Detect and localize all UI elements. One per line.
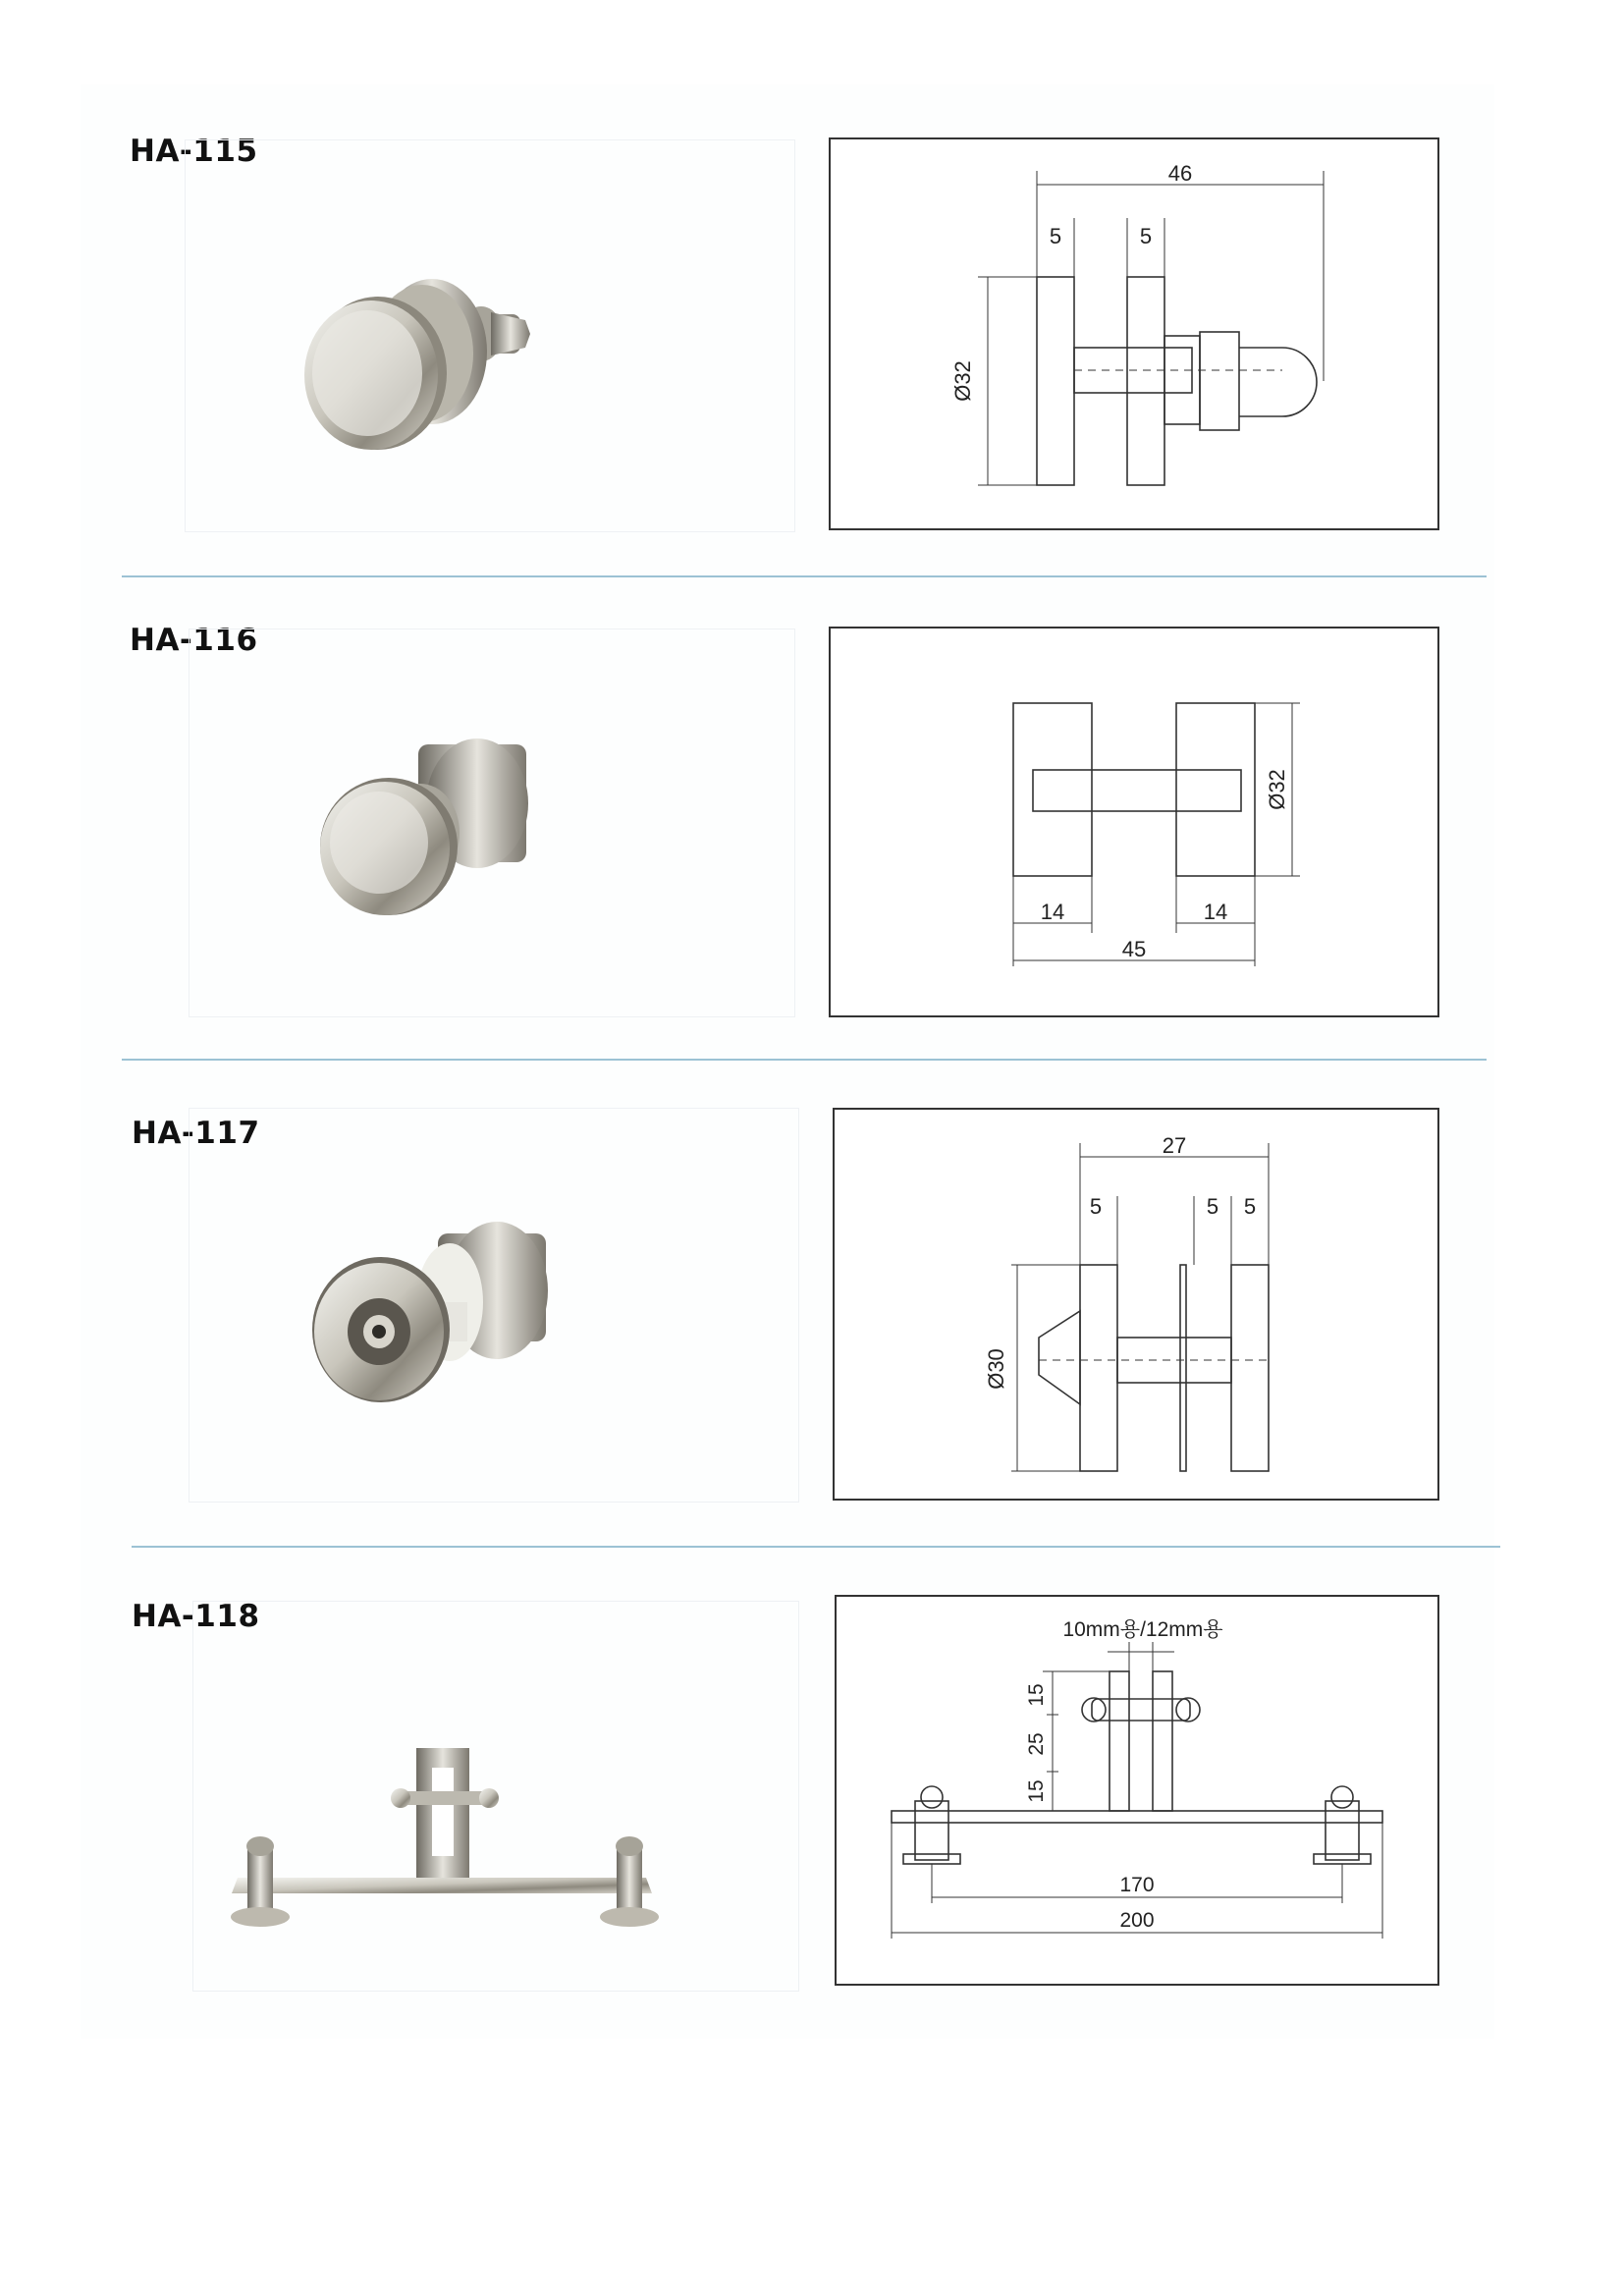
technical-drawing-ha-118 — [835, 1595, 1439, 1986]
dim-plate-1: 5 — [1089, 1194, 1103, 1219]
model-title-ha-116: HA-116 — [130, 623, 258, 658]
dim-height-top: 15 — [1025, 1683, 1048, 1707]
technical-drawing-ha-116 — [829, 627, 1439, 1017]
dim-diameter: Ø32 — [1265, 769, 1289, 810]
dim-plate-3: 5 — [1243, 1194, 1257, 1219]
technical-drawing-ha-115 — [829, 137, 1439, 530]
model-title-ha-117: HA-117 — [132, 1116, 260, 1151]
section-divider — [122, 575, 1487, 577]
model-title-ha-118: HA-118 — [132, 1599, 260, 1634]
product-photo-ha-117 — [300, 1204, 566, 1420]
dim-cap-length-2: 14 — [1203, 900, 1228, 924]
dim-span: 27 — [1162, 1133, 1187, 1158]
dim-inner-span: 170 — [1119, 1874, 1155, 1896]
dim-plate-2: 5 — [1139, 224, 1153, 248]
dim-diameter: Ø32 — [950, 360, 975, 402]
dim-total-length: 46 — [1167, 161, 1193, 186]
dim-height-low: 15 — [1025, 1779, 1048, 1803]
dim-diameter: Ø30 — [984, 1348, 1008, 1390]
product-photo-ha-118 — [224, 1748, 676, 1964]
dim-height-mid: 25 — [1025, 1732, 1048, 1756]
glass-thickness-note: 10mm용/12mm용 — [1062, 1618, 1223, 1641]
dim-plate-1: 5 — [1049, 224, 1062, 248]
technical-drawing-ha-117 — [833, 1108, 1439, 1501]
product-photo-ha-115 — [285, 265, 540, 471]
dim-total-length: 200 — [1119, 1909, 1155, 1932]
section-divider — [132, 1546, 1500, 1548]
product-photo-ha-116 — [310, 725, 546, 931]
dim-plate-2: 5 — [1206, 1194, 1219, 1219]
dim-cap-length-1: 14 — [1040, 900, 1065, 924]
section-divider — [122, 1059, 1487, 1061]
model-title-ha-115: HA-115 — [130, 134, 258, 169]
dim-total-length: 45 — [1121, 937, 1147, 961]
